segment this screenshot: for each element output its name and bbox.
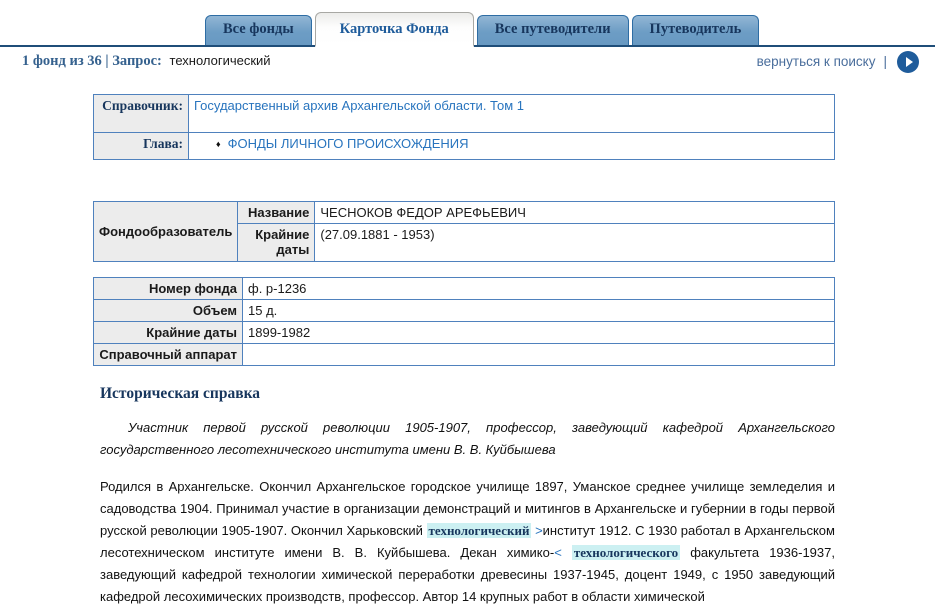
back-separator: | bbox=[883, 54, 887, 69]
play-circle-icon[interactable] bbox=[897, 51, 919, 73]
result-count: 1 фонд из 36 bbox=[22, 53, 102, 69]
fund-dates-value: 1899-1982 bbox=[243, 322, 835, 344]
result-bar bbox=[0, 47, 935, 80]
fund-card-content bbox=[93, 94, 835, 608]
table-row bbox=[94, 278, 835, 300]
play-triangle-icon bbox=[906, 57, 913, 67]
history-text: Родился в Архангельске. Окончил Архангельское городское училище 1897, Уманское среднее училище земледелия и садоводства 1904. Принимал участие в организации демонстраций и митингов в Архангельске и губернии в годы первой русской революции 1905-1907. Окончил Харьковский bbox=[100, 479, 835, 538]
fund-number-value: ф. р-1236 bbox=[243, 278, 835, 300]
result-separator: | bbox=[105, 53, 109, 69]
history-text: институт 1912. С 1930 работал в Архангельском лесотехническом институте имени В. В. Куйбышева. Декан химико- bbox=[100, 523, 835, 560]
fund-dates-label: Крайние даты bbox=[94, 322, 243, 344]
reference-guide-link[interactable]: Государственный архив Архангельской области. Том 1 bbox=[194, 98, 524, 113]
table-row bbox=[94, 202, 835, 224]
reference-label: Справочник: bbox=[94, 95, 189, 133]
fund-details-table bbox=[93, 277, 835, 366]
diamond-bullet-icon: ♦ bbox=[216, 139, 221, 149]
table-row bbox=[94, 322, 835, 344]
tab-bar bbox=[0, 0, 935, 47]
chapter-link[interactable]: ФОНДЫ ЛИЧНОГО ПРОИСХОЖДЕНИЯ bbox=[227, 136, 469, 151]
query-label: Запрос: bbox=[112, 53, 162, 69]
table-row bbox=[94, 344, 835, 366]
table-row bbox=[94, 300, 835, 322]
creator-table bbox=[93, 201, 835, 262]
table-row bbox=[94, 133, 835, 160]
history-text bbox=[562, 545, 572, 560]
search-hit-highlight: технологический bbox=[428, 523, 530, 538]
creator-name-value: ЧЕСНОКОВ ФЕДОР АРЕФЬЕВИЧ bbox=[315, 202, 835, 224]
history-lead: Участник первой русской революции 1905-1907, профессор, заведующий кафедрой Архангельского государственного лесотехнического института имени В. В. Куйбышева bbox=[100, 420, 835, 457]
fund-number-label: Номер фонда bbox=[94, 278, 243, 300]
table-row bbox=[94, 95, 835, 133]
result-summary bbox=[22, 53, 271, 70]
prev-hit-link[interactable]: < bbox=[554, 545, 562, 560]
volume-value: 15 д. bbox=[243, 300, 835, 322]
tab-all-guides[interactable]: Все путеводители bbox=[477, 15, 629, 45]
volume-label: Объем bbox=[94, 300, 243, 322]
next-hit-link[interactable]: > bbox=[535, 523, 543, 538]
history-text: факультета 1936-1937, заведующий кафедрой технологии химической переработки древесины 1937-1945, доцент 1949, с 1950 заведующий кафедрой лесохимических производств, профессор. Автор 14 крупных работ в области химической bbox=[100, 545, 835, 604]
tab-fund-card[interactable]: Карточка Фонда bbox=[315, 12, 474, 47]
tab-all-funds[interactable]: Все фонды bbox=[205, 15, 312, 45]
reference-apparatus-label: Справочный аппарат bbox=[94, 344, 243, 366]
tab-guide[interactable]: Путеводитель bbox=[632, 15, 760, 45]
creator-group-label: Фондообразователь bbox=[94, 202, 238, 262]
history-body bbox=[100, 476, 835, 608]
creator-dates-value: (27.09.1881 - 1953) bbox=[315, 224, 835, 262]
search-hit-highlight: технологического bbox=[573, 545, 679, 560]
reference-table bbox=[93, 94, 835, 160]
back-to-search-link[interactable]: вернуться к поиску bbox=[756, 54, 876, 69]
dates-label: Крайние даты bbox=[238, 224, 315, 262]
chapter-label: Глава: bbox=[94, 133, 189, 160]
reference-apparatus-value bbox=[243, 344, 835, 366]
history-section bbox=[93, 385, 835, 608]
history-title: Историческая справка bbox=[100, 385, 261, 402]
name-label: Название bbox=[238, 202, 315, 224]
query-value: технологический bbox=[169, 53, 271, 68]
